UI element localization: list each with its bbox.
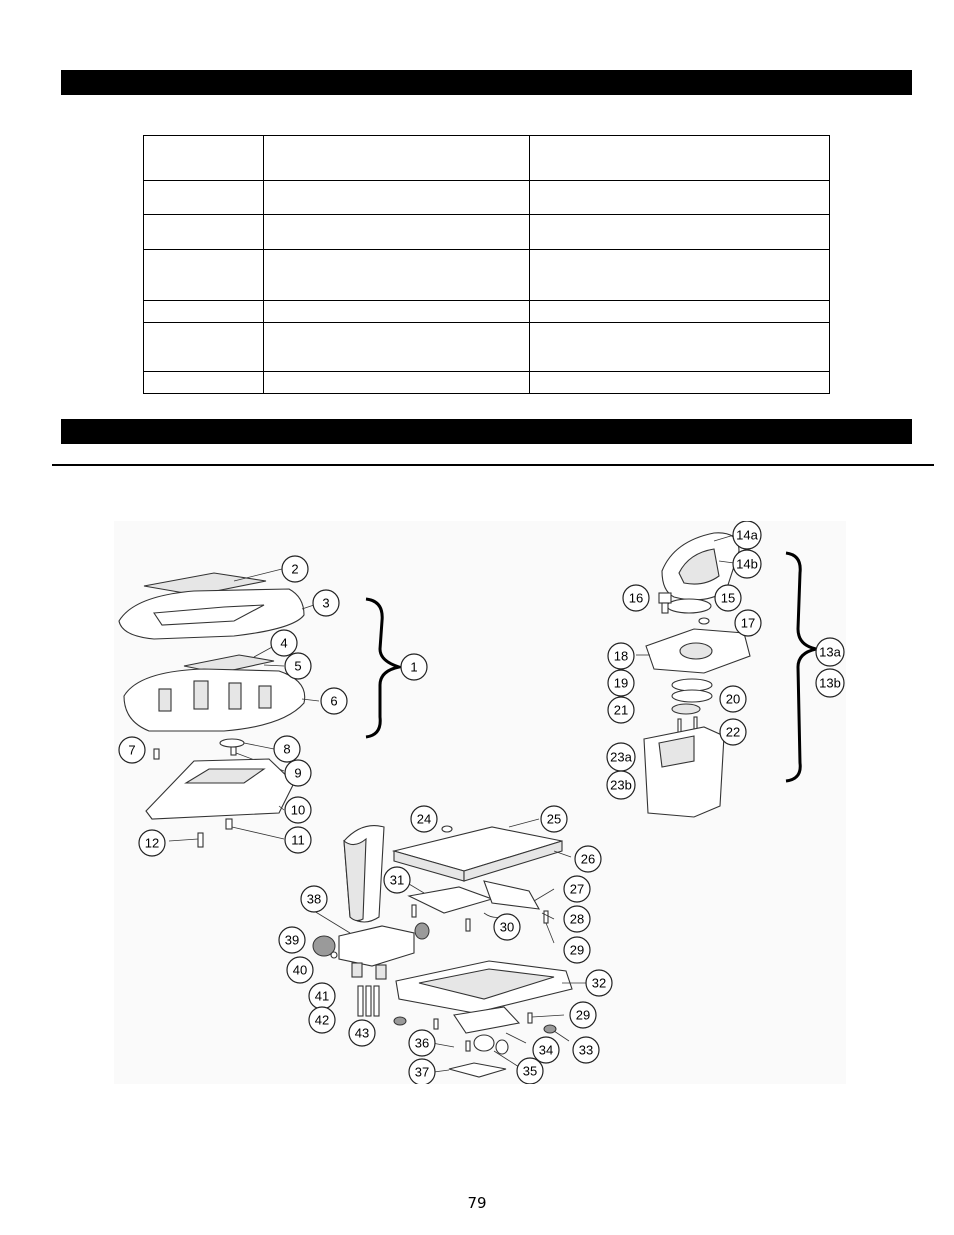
table-cell <box>530 215 830 250</box>
callout-label: 27 <box>569 881 585 897</box>
callout-label: 28 <box>569 911 585 927</box>
part-callout <box>533 1037 559 1063</box>
table-cell <box>264 181 530 215</box>
part-callout <box>570 1002 596 1028</box>
callout-label: 43 <box>354 1025 370 1041</box>
callout-label: 32 <box>591 975 607 991</box>
table-cell <box>530 181 830 215</box>
callout-label: 34 <box>538 1042 554 1058</box>
part-callout <box>411 806 437 832</box>
bearing-ring-parts <box>672 679 712 733</box>
callout-label: 35 <box>522 1063 538 1079</box>
callout-label: 42 <box>314 1012 330 1028</box>
part-callout <box>309 983 335 1009</box>
callout-label: 33 <box>578 1042 594 1058</box>
table-cell <box>264 215 530 250</box>
table-cell <box>264 250 530 301</box>
part-callout <box>541 806 567 832</box>
part-callout <box>564 906 590 932</box>
column-post-part <box>344 826 384 922</box>
callout-label: 23a <box>610 749 632 765</box>
callout-label: 17 <box>740 615 756 631</box>
table-cell <box>530 250 830 301</box>
mounting-plate-part <box>636 629 750 673</box>
table-row <box>144 323 830 372</box>
part-callout <box>349 1020 375 1046</box>
part-callout <box>608 643 634 669</box>
part-callout <box>735 610 761 636</box>
table-cell <box>144 323 264 372</box>
table-cell <box>144 372 264 394</box>
part-callout <box>384 867 410 893</box>
part-callout <box>517 1058 543 1084</box>
page-number: 79 <box>467 1194 487 1212</box>
part-callout <box>607 771 635 799</box>
part-callout <box>285 797 311 823</box>
part-callout <box>816 638 844 666</box>
callout-label: 21 <box>613 702 629 718</box>
callout-label: 19 <box>613 675 629 691</box>
part-callout <box>720 686 746 712</box>
callout-label: 31 <box>389 872 405 888</box>
callout-label: 11 <box>291 832 305 848</box>
column-socket-part <box>644 727 724 817</box>
callout-label: 18 <box>613 648 629 664</box>
bracket-plate-part <box>434 1063 506 1077</box>
table-cell <box>530 372 830 394</box>
part-callout <box>564 876 590 902</box>
part-callout <box>321 688 347 714</box>
table-cell <box>144 250 264 301</box>
part-callout <box>274 736 300 762</box>
callout-label: 12 <box>144 835 160 851</box>
callout-label: 13a <box>819 644 841 660</box>
base-frame-part <box>396 961 586 1013</box>
part-callout <box>139 830 165 856</box>
callout-label: 1 <box>410 659 418 675</box>
table-cell <box>264 372 530 394</box>
section-header-bar <box>61 419 912 444</box>
part-callout <box>608 670 634 696</box>
callout-label: 10 <box>290 802 306 818</box>
part-callout <box>409 1059 435 1084</box>
table-cell <box>144 215 264 250</box>
callout-label: 29 <box>575 1007 591 1023</box>
table-cell <box>264 301 530 323</box>
part-callout <box>119 737 145 763</box>
table-cell <box>144 181 264 215</box>
callout-label: 37 <box>414 1064 430 1080</box>
callout-label: 4 <box>280 635 288 651</box>
part-callout <box>285 653 311 679</box>
callout-label: 5 <box>294 658 302 674</box>
callout-label: 8 <box>283 741 291 757</box>
callout-label: 9 <box>294 765 302 781</box>
part-callout <box>720 719 746 745</box>
part-callout <box>573 1037 599 1063</box>
callout-label: 16 <box>628 590 644 606</box>
table-row <box>144 372 830 394</box>
callout-label: 20 <box>725 691 741 707</box>
table-cell <box>530 323 830 372</box>
part-callout <box>733 521 761 549</box>
table-row <box>144 250 830 301</box>
callout-label: 25 <box>546 811 562 827</box>
callout-label: 6 <box>330 693 338 709</box>
part-callout <box>287 957 313 983</box>
spec-table <box>143 135 830 394</box>
table-cell <box>264 323 530 372</box>
callout-label: 41 <box>314 988 330 1004</box>
callout-label: 14a <box>736 527 758 543</box>
callout-label: 36 <box>414 1035 430 1051</box>
horizontal-rule <box>52 464 934 466</box>
callout-label: 29 <box>569 942 585 958</box>
part-callout <box>586 970 612 996</box>
table-row <box>144 136 830 181</box>
table-cell <box>144 301 264 323</box>
callout-label: 7 <box>128 742 136 758</box>
table-cell <box>530 136 830 181</box>
callout-label: 22 <box>725 724 741 740</box>
part-callout <box>715 585 741 611</box>
part-callout <box>401 654 427 680</box>
callout-label: 15 <box>720 590 736 606</box>
part-callout <box>608 697 634 723</box>
part-callout <box>494 914 520 940</box>
callout-label: 38 <box>306 891 322 907</box>
part-callout <box>816 669 844 697</box>
part-callout <box>564 937 590 963</box>
part-callout <box>285 760 311 786</box>
table-row <box>144 181 830 215</box>
part-callout <box>282 556 308 582</box>
part-callout <box>409 1030 435 1056</box>
table-cell <box>264 136 530 181</box>
table-cell <box>144 136 264 181</box>
part-callout <box>279 927 305 953</box>
part-callout <box>733 550 761 578</box>
callout-label: 39 <box>284 932 300 948</box>
callout-label: 30 <box>499 919 515 935</box>
callout-label: 23b <box>610 777 632 793</box>
table-cell <box>530 301 830 323</box>
part-callout <box>309 1007 335 1033</box>
mount-bracket-part <box>146 759 294 847</box>
callout-label: 3 <box>322 595 330 611</box>
callout-label: 26 <box>580 851 596 867</box>
assembly-brace <box>366 599 399 737</box>
part-callout <box>575 846 601 872</box>
callout-label: 14b <box>736 556 758 572</box>
part-callout <box>301 886 327 912</box>
table-row <box>144 301 830 323</box>
callout-label: 24 <box>416 811 432 827</box>
part-callout <box>623 585 649 611</box>
table-row <box>144 215 830 250</box>
bottom-housing-part <box>124 669 319 731</box>
section-header-bar <box>61 70 912 95</box>
callout-label: 2 <box>291 561 299 577</box>
callout-label: 13b <box>819 675 841 691</box>
part-callout <box>313 590 339 616</box>
part-callout <box>271 630 297 656</box>
exploded-parts-diagram <box>114 521 846 1084</box>
part-callout <box>285 827 311 853</box>
assembly-brace <box>786 553 816 781</box>
diagram-svg <box>114 521 846 1084</box>
callout-label: 40 <box>292 962 308 978</box>
part-callout <box>607 743 635 771</box>
